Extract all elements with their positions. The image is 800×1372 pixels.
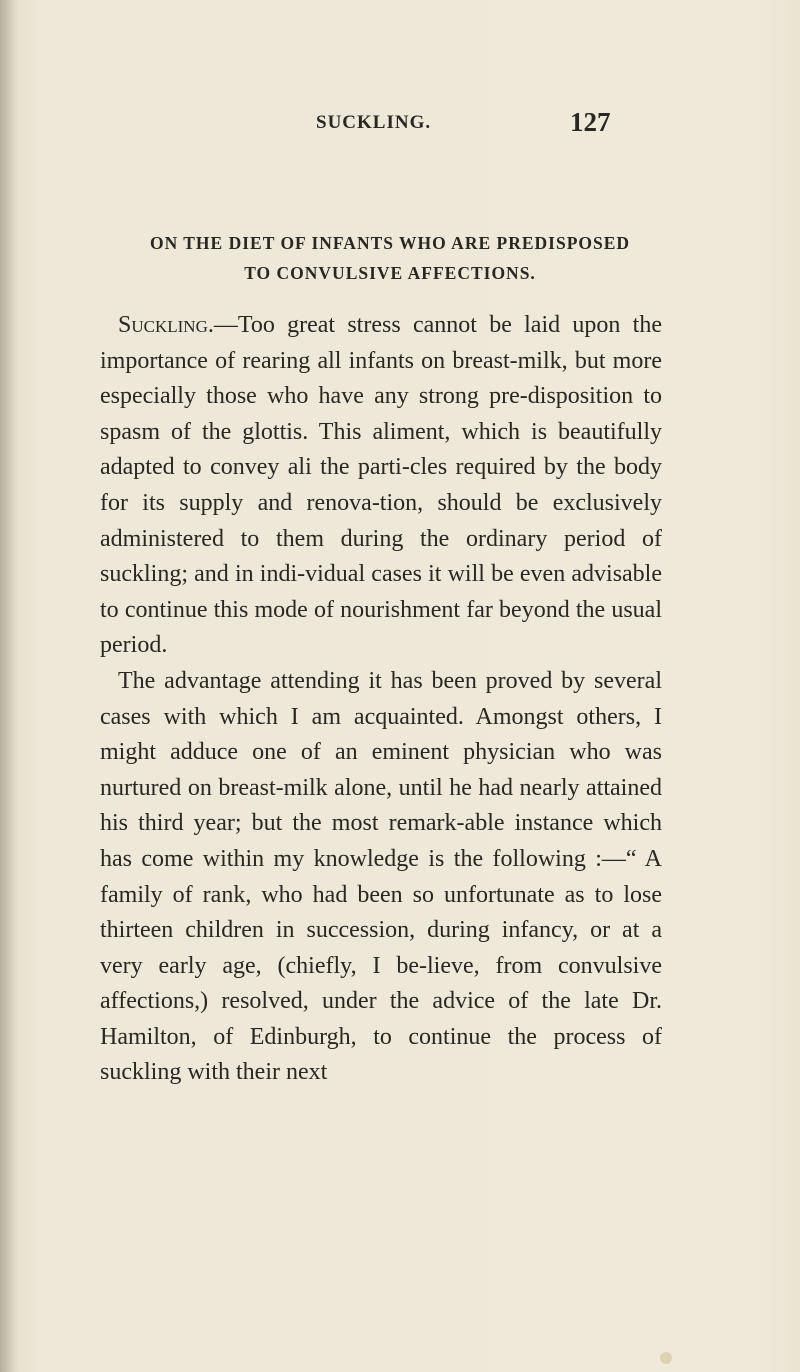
running-head (0, 107, 800, 152)
body-text (100, 308, 662, 1091)
chapter-heading-line-1: ON THE DIET OF INFANTS WHO ARE PREDISPOSED (149, 233, 631, 253)
page-number: 127 (570, 107, 611, 137)
ink-smudge (660, 1352, 672, 1364)
spine-shadow (0, 0, 18, 1372)
paragraph-1 (100, 308, 662, 664)
paragraph-lead: Suckling. (118, 312, 214, 338)
chapter-heading (60, 228, 720, 288)
paragraph-1-text: —Too great stress cannot be laid upon the importance of rearing all infants on breast-milk, but more especially those who have any strong pre-disposition to spasm of the glottis. This aliment, which is beautifully adapted to convey ali the parti-cles required by the body for its supply and renova-tion, should be exclusively administered to them during the ordinary period of suckling; and in indi-vidual cases it will be even advisable to continue this mode of nourishment far beyond the usual period. (100, 312, 662, 659)
chapter-heading-line-2: TO CONVULSIVE AFFECTIONS. (244, 263, 536, 283)
running-title: SUCKLING. (316, 112, 432, 133)
paragraph-2: The advantage attending it has been proved by several cases with which I am acquainted. Amongst others, I might adduce one of an eminent physician who was nurtured on breast-milk alone, until he had nearly attained his third year; but the most remark-able instance which has come within my knowledge is the following :—“ A family of rank, who had been so unfortunate as to lose thirteen children in succession, during infancy, or at a very early age, (chiefly, I be-lieve, from convulsive affections,) resolved, under the advice of the late Dr. Hamilton, of Edinburgh, to continue the process of suckling with their next (100, 667, 662, 1086)
